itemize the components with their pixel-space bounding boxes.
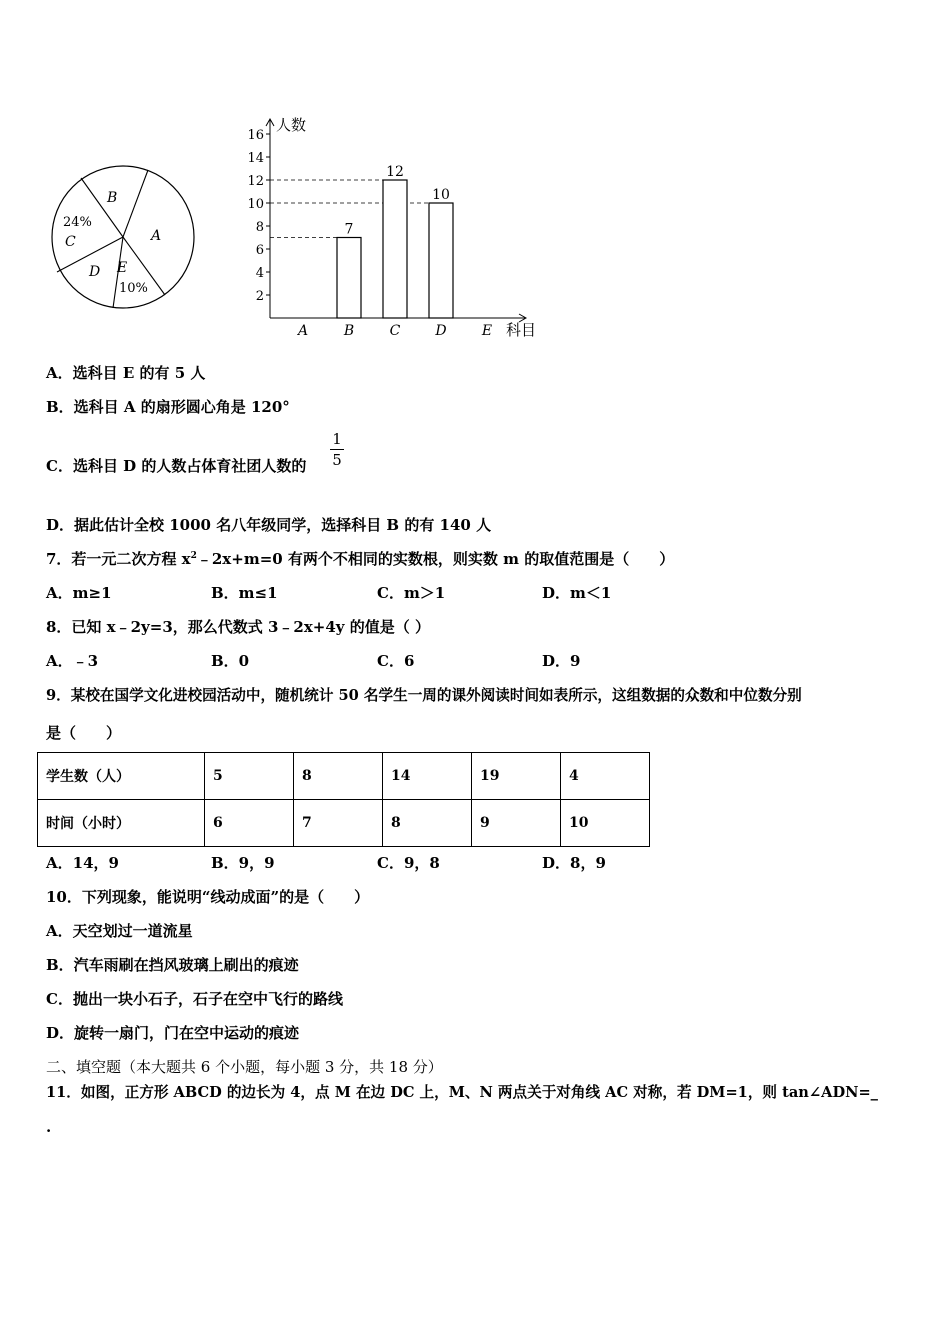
q10-option-a: A．天空划过一道流星 xyxy=(46,922,193,940)
y-tick-label: 10 xyxy=(247,197,264,212)
q7-stem xyxy=(46,548,674,569)
x-tick-label: D xyxy=(435,323,447,339)
reading-time-table xyxy=(37,752,650,847)
y-tick-label: 14 xyxy=(247,151,264,166)
q9-option-c: C．9，8 xyxy=(377,854,440,872)
fraction-numerator: 1 xyxy=(332,430,342,448)
x-tick-label: C xyxy=(389,323,401,339)
q7-option-d: D．m＜1 xyxy=(542,584,612,602)
q8-option-c: C．6 xyxy=(377,652,415,670)
y-tick-label: 2 xyxy=(255,289,264,304)
section-heading: 二、填空题（本大题共 6 个小题，每小题 3 分，共 18 分） xyxy=(46,1058,443,1076)
bar-c xyxy=(383,180,407,318)
bar-value-label: 7 xyxy=(344,221,354,238)
table-cell: 8 xyxy=(294,753,383,800)
pie-label-a: A xyxy=(151,228,162,244)
x-tick-label: E xyxy=(481,323,493,339)
pie-label-b: B xyxy=(107,190,118,206)
pie-label-e: E xyxy=(117,260,128,276)
q10-option-b: B．汽车雨刷在挡风玻璃上刷出的痕迹 xyxy=(46,956,299,974)
table-cell: 9 xyxy=(472,800,561,847)
pie-label-c: C xyxy=(65,234,76,250)
q10-option-c: C．抛出一块小石子，石子在空中飞行的路线 xyxy=(46,990,343,1008)
q9-option-b: B．9，9 xyxy=(211,854,275,872)
y-axis-label: 人数 xyxy=(276,116,307,134)
table-cell: 10 xyxy=(561,800,650,847)
bar-b xyxy=(337,238,361,319)
y-tick-label: 8 xyxy=(255,220,264,235)
table-cell: 6 xyxy=(205,800,294,847)
q9-stem-line1: 9．某校在国学文化进校园活动中，随机统计 50 名学生一周的课外阅读时间如表所示，这组数据的众数和中位数分别 xyxy=(46,687,802,704)
q6-option-a: A．选科目 E 的有 5 人 xyxy=(46,364,206,382)
y-tick-label: 16 xyxy=(247,128,264,143)
q10-option-d: D．旋转一扇门，门在空中运动的痕迹 xyxy=(46,1024,300,1042)
q8-stem: 8．已知 x﹣2y=3，那么代数式 3﹣2x+4y 的值是（ ） xyxy=(46,618,430,636)
q8-option-b: B．0 xyxy=(211,652,250,670)
fraction-denominator: 5 xyxy=(332,451,342,469)
pie-pct-e: 10% xyxy=(119,281,148,296)
table-row xyxy=(38,800,650,847)
q9-stem-line2: 是（ ） xyxy=(46,724,122,742)
q6-option-d: D．据此估计全校 1000 名八年级同学，选择科目 B 的有 140 人 xyxy=(46,516,492,534)
table-cell: 5 xyxy=(205,753,294,800)
bar-chart xyxy=(240,100,550,345)
table-cell: 8 xyxy=(383,800,472,847)
q10-stem: 10．下列现象，能说明“线动成面”的是（ ） xyxy=(46,888,370,906)
pie-chart xyxy=(45,160,205,320)
table-cell: 4 xyxy=(561,753,650,800)
pie-divider-2 xyxy=(123,170,148,237)
table-cell: 时间（小时） xyxy=(38,800,205,847)
bar-value-label: 12 xyxy=(386,164,404,180)
y-tick-label: 12 xyxy=(247,174,264,189)
x-axis-label: 科目 xyxy=(506,321,537,339)
q7-option-b: B．m≤1 xyxy=(211,584,278,602)
bar-value-label: 10 xyxy=(432,187,450,203)
pie-label-d: D xyxy=(89,264,101,280)
y-tick-label: 4 xyxy=(255,266,264,281)
table-cell: 7 xyxy=(294,800,383,847)
q8-option-d: D．9 xyxy=(542,652,581,670)
q7-stem-sup: 2 xyxy=(190,551,197,561)
q6-option-b: B．选科目 A 的扇形圆心角是 120° xyxy=(46,398,290,416)
q11-stem: 11．如图，正方形 ABCD 的边长为 4，点 M 在边 DC 上，M、N 两点关于对角线 AC 对称，若 DM=1，则 tan∠ADN=_ xyxy=(46,1084,878,1101)
x-tick-label: A xyxy=(297,323,309,339)
x-tick-label: B xyxy=(343,323,355,339)
q11-tail: . xyxy=(46,1118,52,1136)
q7-option-a: A．m≥1 xyxy=(46,584,112,602)
table-cell: 14 xyxy=(383,753,472,800)
table-row xyxy=(38,753,650,800)
pie-pct-c: 24% xyxy=(63,215,92,230)
q8-option-a: A．﹣3 xyxy=(46,652,99,670)
q6-option-c: C．选科目 D 的人数占体育社团人数的 xyxy=(46,457,307,475)
q9-option-a: A．14，9 xyxy=(46,854,119,872)
q9-option-d: D．8，9 xyxy=(542,854,606,872)
bar-d xyxy=(429,203,453,318)
q7-stem-pre: 7．若一元二次方程 x xyxy=(46,550,191,568)
q7-option-c: C．m＞1 xyxy=(377,584,446,602)
table-cell: 19 xyxy=(472,753,561,800)
y-tick-label: 6 xyxy=(255,243,264,258)
fraction-one-fifth xyxy=(330,430,344,469)
table-cell: 学生数（人） xyxy=(38,753,205,800)
q7-stem-post: ﹣2x+m=0 有两个不相同的实数根，则实数 m 的取值范围是（ ） xyxy=(196,550,675,568)
